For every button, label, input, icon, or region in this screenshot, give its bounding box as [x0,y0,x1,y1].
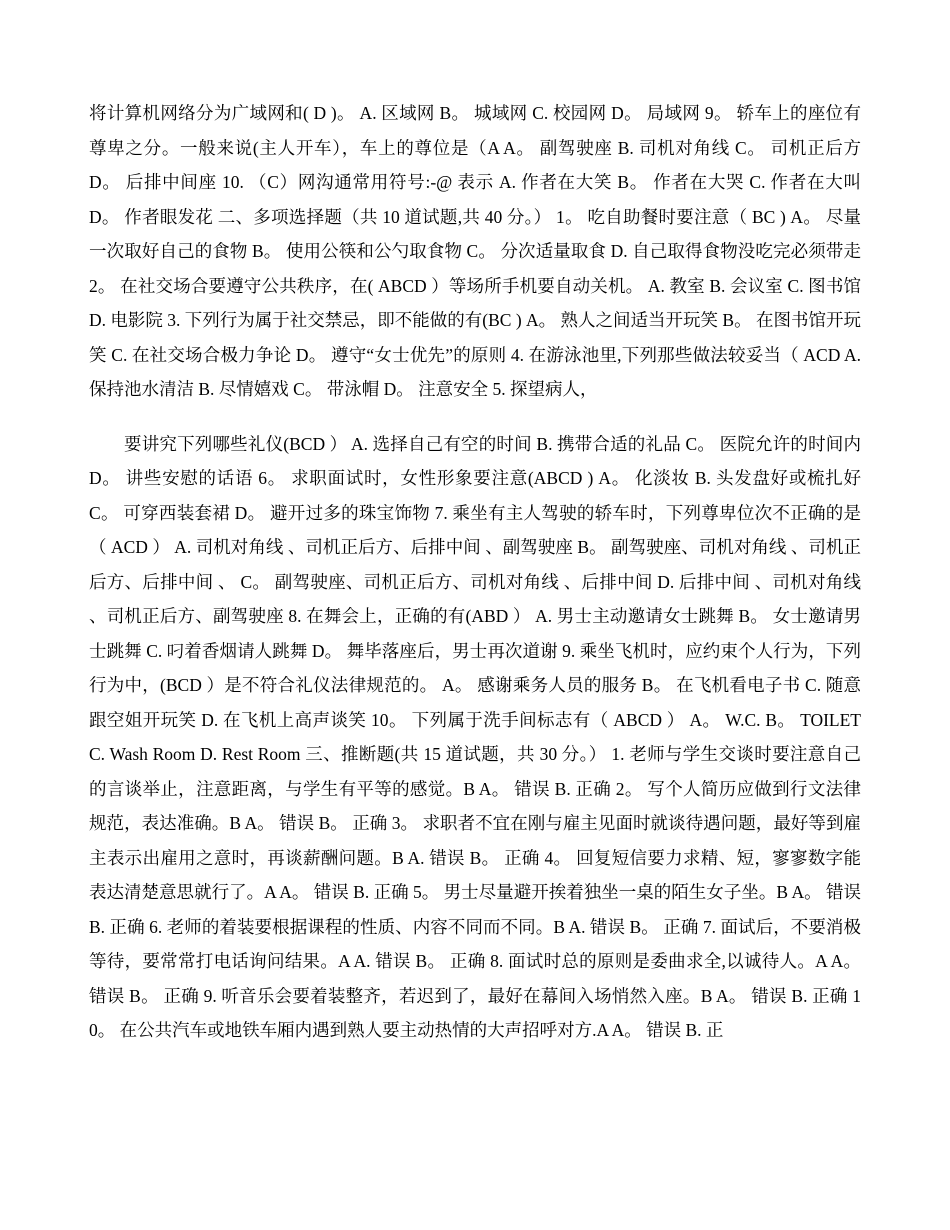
document-page [89,96,861,1048]
paragraph-1: 将计算机网络分为广域网和( D )。 A. 区域网 B。 城域网 C. 校园网 D。 局域网 9。 轿车上的座位有尊卑之分。一般来说(主人开车），车上的尊位是（A A。 副驾驶座 B. 司机对角线 C。 司机正后方 D。 后排中间座 10. （C）网沟通常用符号:-@ 表示 A. 作者在大笑 B。 作者在大哭 C. 作者在大叫 D。 作者眼发花 二、多项选择题（共 10 道试题,共 40 分。） 1。 吃自助餐时要注意（ BC ) A。 尽量一次取好自己的食物 B。 使用公筷和公勺取食物 C。 分次适量取食 D. 自己取得食物没吃完必须带走 2。 在社交场合要遵守公共秩序，在( ABCD ）等场所手机要自动关机。 A. 教室 B. 会议室 C. 图书馆 D. 电影院 3. 下列行为属于社交禁忌，即不能做的有(BC ) A。 熟人之间适当开玩笑 B。 在图书馆开玩笑 C. 在社交场合极力争论 D。 遵守“女士优先”的原则 4. 在游泳池里,下列那些做法较妥当（ ACD A. 保持池水清洁 B. 尽情嬉戏 C。 带泳帽 D。 注意安全 5. 探望病人， [89,103,861,399]
paragraph-2: 要讲究下列哪些礼仪(BCD ） A. 选择自己有空的时间 B. 携带合适的礼品 C。 医院允许的时间内 D。 讲些安慰的话语 6。 求职面试时，女性形象要注意(ABCD ) A。 化淡妆 B. 头发盘好或梳扎好 C。 可穿西装套裙 D。 避开过多的珠宝饰物 7. 乘坐有主人驾驶的轿车时，下列尊卑位次不正确的是（ ACD ） A. 司机对角线 、司机正后方、后排中间 、副驾驶座 B。 副驾驶座、司机对角线 、司机正后方、后排中间 、 C。 副驾驶座、司机正后方、司机对角线 、后排中间 D. 后排中间 、司机对角线 、司机正后方、副驾驶座 8. 在舞会上，正确的有(ABD ） A. 男士主动邀请女士跳舞 B。 女士邀请男士跳舞 C. 叼着香烟请人跳舞 D。 舞毕落座后，男士再次道谢 9. 乘坐飞机时，应约束个人行为，下列行为中，(BCD ）是不符合礼仪法律规范的。 A。 感谢乘务人员的服务 B。 在飞机看电子书 C. 随意跟空姐开玩笑 D. 在飞机上高声谈笑 10。 下列属于洗手间标志有（ ABCD ） A。 W.C. B。 TOILET C. Wash Room D. Rest Room 三、推断题(共 15 道试题，共 30 分。） 1. 老师与学生交谈时要注意自己的言谈举止，注意距离，与学生有平等的感觉。B A。 错误 B. 正确 2。 写个人简历应做到行文法律规范，表达准确。B A。 错误 B。 正确 3。 求职者不宜在刚与雇主见面时就谈待遇问题，最好等到雇主表示出雇用之意时，再谈薪酬问题。B A. 错误 B。 正确 4。 回复短信要力求精、短，寥寥数字能表达清楚意思就行了。A A。 错误 B. 正确 5。 男士尽量避开挨着独坐一桌的陌生女子坐。B A。 错误 B. 正确 6. 老师的着装要根据课程的性质、内容不同而不同。B A. 错误 B。 正确 7. 面试后，不要消极等待，要常常打电话询问结果。A A. 错误 B。 正确 8. 面试时总的原则是委曲求全,以诚待人。A A。 错误 B。 正确 9. 听音乐会要着装整齐，若迟到了，最好在幕间入场悄然入座。B A。 错误 B. 正确 10。 在公共汽车或地铁车厢内遇到熟人要主动热情的大声招呼对方.A A。 错误 B. 正 [89,433,861,1040]
